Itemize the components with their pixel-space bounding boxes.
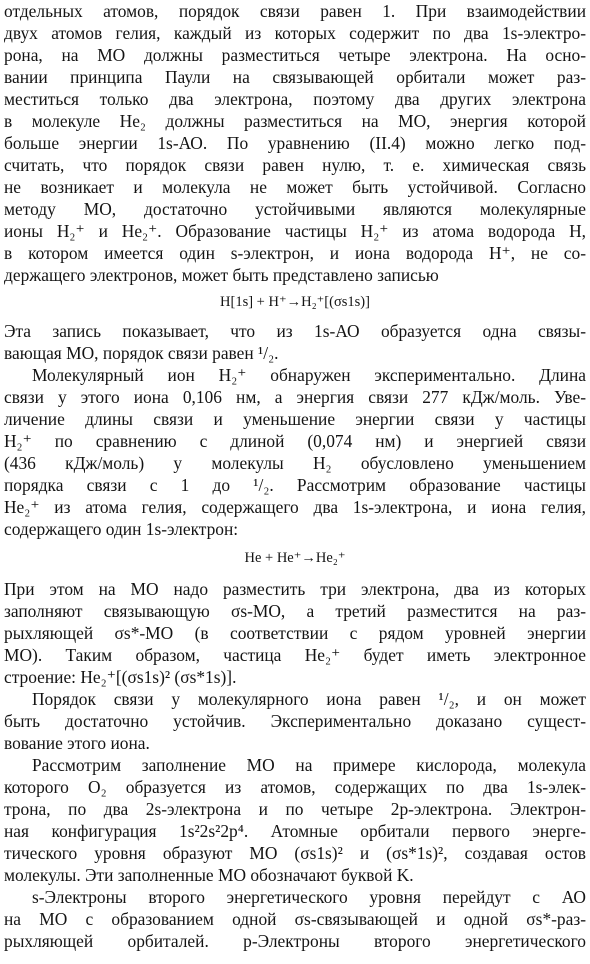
text-line: Рассмотрим заполнение МО на примере кислорода, молекула [32,755,586,775]
text-line: двух атомов гелия, каждый из которых содержит по два 1s-электро- [4,23,586,43]
text-line: МО). Таким образом, частица He₂⁺ будет иметь электронное [4,645,586,665]
text-line: меститься только два электрона, поэтому два других электрона [4,89,586,109]
text-line: (436 кДж/моль) у молекулы H₂ обусловлено уменьшением [4,453,586,473]
text-line: s-Электроны второго энергетического уровня перейдут с АО [32,887,586,907]
text-line: держащего электронов, может быть представлено записью [4,265,439,285]
text-line: Молекулярный ион H₂⁺ обнаружен экспериментально. Длина [32,365,586,385]
text-line: строение: He₂⁺[(σs1s)² (σs*1s)]. [4,667,237,687]
text-line: молекулы. Эти заполненные МО обозначают буквой K. [4,865,414,885]
text-line: При этом на МО надо разместить три электрона, два из которых [4,579,586,599]
text-line: на МО с образованием одной σs-связывающей и одной σs*-раз- [4,909,586,929]
text-line: рона, на МО должны разместиться четыре электрона. На осно- [4,45,586,65]
text-line: личение длины связи и уменьшение энергии связи у частицы [4,409,586,429]
text-line: вании принципа Паули на связывающей орбитали может раз- [4,67,586,87]
text-line: больше энергии 1s-АО. По уравнению (II.4) можно легко под- [4,133,586,153]
equation: H[1s] + H⁺→H₂⁺[(σs1s)] [220,294,370,310]
text-line: содержащего один 1s-электрон: [4,519,239,539]
text-line: связи у этого иона 0,106 нм, а энергия связи 277 кДж/моль. Уве- [4,387,586,407]
text-line: методу МО, достаточно устойчивыми являются молекулярные [4,199,586,219]
text-line: ионы H₂⁺ и He₂⁺. Образование частицы H₂⁺ из атома водорода H, [4,221,586,241]
text-line: ная конфигурация 1s²2s²2p⁴. Атомные орбитали первого энерге- [4,821,586,841]
text-line: трона, по два 2s-электрона и по четыре 2p-электрона. Электрон- [4,799,586,819]
text-line: отдельных атомов, порядок связи равен 1. При взаимодействии [4,1,586,21]
text-line: Эта запись показывает, что из 1s-АО образуется одна связы- [4,321,586,341]
text-line: не возникает и молекула не может быть устойчивой. Согласно [4,177,586,197]
text-line: в котором имеется один s-электрон, и иона водорода H⁺, не со- [4,243,586,263]
text-line: Порядок связи у молекулярного иона равен ¹/₂, и он может [32,689,586,709]
text-line: порядка связи с 1 до ¹/₂. Рассмотрим образование частицы [4,475,586,495]
text-line: вование этого иона. [4,733,150,753]
text-line: быть достаточно устойчив. Экспериментально доказано сущест- [4,711,586,731]
text-line: He₂⁺ из атома гелия, содержащего два 1s-электрона, и иона гелия, [4,497,586,517]
text-line: считать, что порядок связи равен нулю, т. е. химическая связь [4,155,586,175]
text-line: H₂⁺ по сравнению с длиной (0,074 нм) и энергией связи [4,431,586,451]
text-line: рыхляющей орбиталей. p-Электроны второго энергетического [4,931,586,951]
text-line: заполняют связывающую σs-МО, а третий разместится на раз- [4,601,586,621]
text-line: в молекуле He₂ должны разместиться на МО, энергия которой [4,111,586,131]
text-line: тического уровня образуют МО (σs1s)² и (σs*1s)², создавая остов [4,843,586,863]
equation: He + He⁺→He₂⁺ [244,550,346,566]
text-line: рыхляющей σs*-МО (в соответствии с рядом уровней энергии [4,623,586,643]
text-line: которого O₂ образуется из атомов, содержащих по два 1s-элек- [4,777,586,797]
text-line: вающая МО, порядок связи равен ¹/₂. [4,343,279,363]
